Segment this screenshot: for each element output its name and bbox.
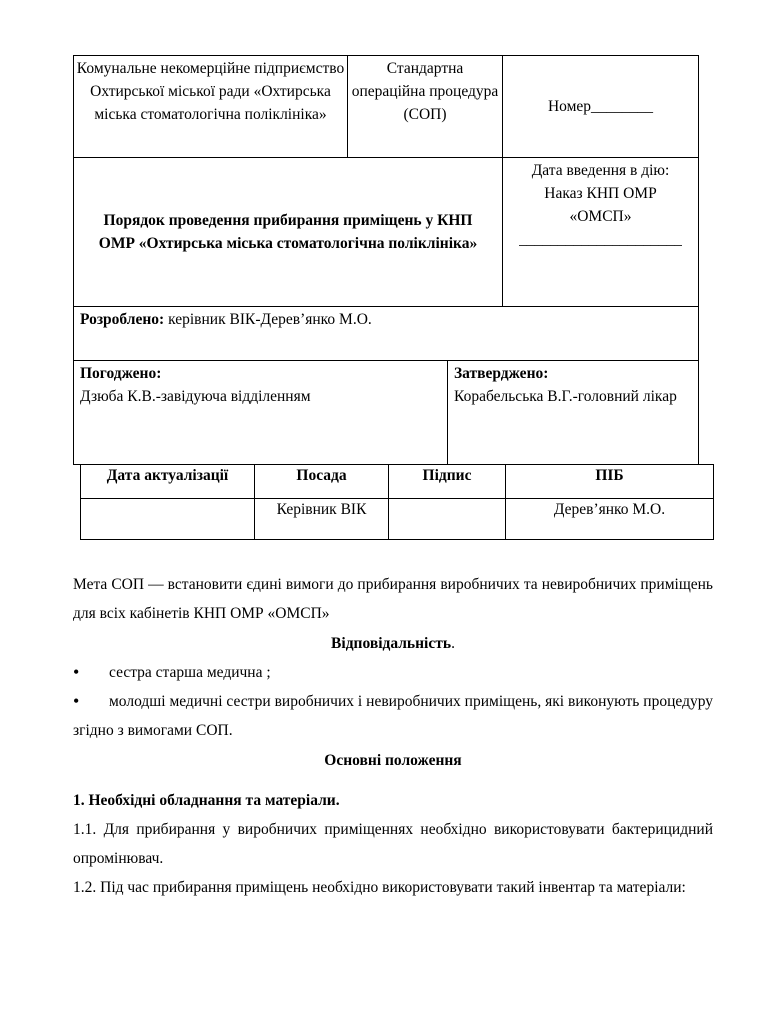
bullet-icon: • <box>73 691 80 711</box>
effective-date-cell <box>503 158 699 307</box>
cell-date <box>81 499 255 540</box>
goal-paragraph: Мета СОП — встановити єдині вимоги до прибирання виробничих та невиробничих приміщень для всіх кабінетів КНП ОМР «ОМСП» <box>73 576 713 622</box>
approved-label: Затверджено: <box>454 365 549 382</box>
col-header-position: Посада <box>255 465 389 499</box>
title-cell <box>74 158 503 307</box>
main-provisions-heading: Основні положення <box>324 752 462 769</box>
order-signature-line: _____________________ <box>519 231 682 248</box>
col-header-signature: Підпис <box>389 465 506 499</box>
document-number: Номер________ <box>547 98 654 115</box>
sop-type-cell <box>348 56 503 158</box>
approval-table <box>73 360 699 465</box>
organization-name: Комунальне некомерційне підприємство Охтирської міської ради «Охтирська міська стоматологічна поліклініка» <box>76 60 345 123</box>
developed-label: Розроблено: <box>80 311 165 328</box>
col-header-name: ПІБ <box>506 465 714 499</box>
actualization-table <box>80 464 714 540</box>
cell-position: Керівник ВІК <box>255 499 389 540</box>
table-row <box>81 499 714 540</box>
approved-cell <box>448 361 699 465</box>
cell-signature <box>389 499 506 540</box>
paragraph-1-1: 1.1. Для прибирання у виробничих приміщеннях необхідно використовувати бактерицидний опромінювач. <box>73 821 713 867</box>
section-1-title: 1. Необхідні обладнання та матеріали. <box>73 792 340 809</box>
developed-cell <box>74 307 699 361</box>
cell-name: Дерев’янко М.О. <box>506 499 714 540</box>
paragraph-1-2: 1.2. Під час прибирання приміщень необхідно використовувати такий інвентар та матеріали: <box>73 879 686 896</box>
document-title: Порядок проведення прибирання приміщень у КНП ОМР «Охтирська міська стоматологічна поліклініка» <box>98 212 478 252</box>
responsibility-item-1: сестра старша медична ; <box>109 664 271 681</box>
sop-type: Стандартна операційна процедура (СОП) <box>351 60 499 123</box>
organization-cell <box>74 56 348 158</box>
responsibility-heading-line <box>73 629 713 658</box>
developed-value: керівник ВІК-Дерев’янко М.О. <box>164 311 372 328</box>
col-header-date: Дата актуалізації <box>81 465 255 499</box>
responsibility-heading: Відповідальність <box>331 635 452 652</box>
responsibility-dot: . <box>451 635 455 652</box>
agreed-value: Дзюба К.В.-завідуюча відділенням <box>80 388 311 405</box>
agreed-label: Погоджено: <box>80 365 162 382</box>
order-text: Наказ КНП ОМР «ОМСП» <box>544 185 657 225</box>
header-table <box>73 55 699 361</box>
approved-value: Корабельська В.Г.-головний лікар <box>454 388 677 405</box>
responsibility-item-2: молодші медичні сестри виробничих і невиробничих приміщень, які виконують процедуру згідно з вимогами СОП. <box>73 693 713 739</box>
bullet-icon: • <box>73 662 80 682</box>
effective-date-label: Дата введення в дію: <box>531 162 670 179</box>
agreed-cell <box>74 361 448 465</box>
number-cell <box>503 56 699 158</box>
